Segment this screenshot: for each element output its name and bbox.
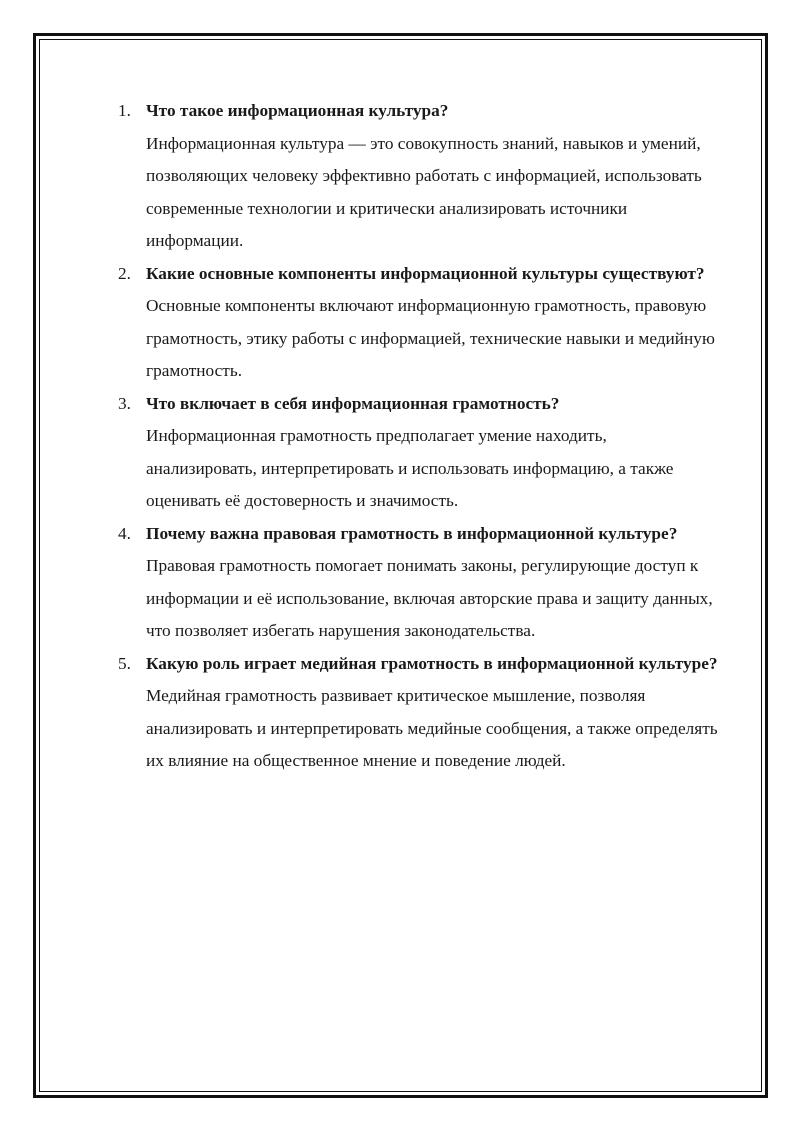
qa-item-5 [118, 648, 718, 778]
answer-text: Информационная культура — это совокупность знаний, навыков и умений, позволяющих человеку эффективно работать с информацией, использовать современные технологии и критически анализировать источники информации. [146, 133, 702, 250]
qa-item-1 [118, 95, 718, 258]
answer-text: Медийная грамотность развивает критическое мышление, позволяя анализировать и интерпретировать медийные сообщения, а также определять их влияние на общественное мнение и поведение людей. [146, 686, 718, 770]
item-number: 2. [118, 263, 131, 283]
question-text: Какую роль играет медийная грамотность в информационной культуре? [146, 653, 718, 673]
qa-item-4 [118, 518, 718, 648]
answer-text: Информационная грамотность предполагает умение находить, анализировать, интерпретировать и использовать информацию, а также оценивать её достоверность и значимость. [146, 426, 674, 510]
question-text: Что включает в себя информационная грамотность? [146, 393, 560, 413]
answer-text: Правовая грамотность помогает понимать законы, регулирующие доступ к информации и её использование, включая авторские права и защиту данных, что позволяет избегать нарушения законодательства. [146, 556, 713, 640]
question-text: Какие основные компоненты информационной культуры существуют? [146, 263, 705, 283]
item-number: 1. [118, 101, 131, 120]
question-text: Что такое информационная культура? [146, 101, 449, 120]
item-number: 3. [118, 393, 131, 413]
qa-list [118, 95, 718, 778]
answer-text: Основные компоненты включают информационную грамотность, правовую грамотность, этику работы с информацией, технические навыки и медийную грамотность. [146, 296, 715, 380]
item-number: 4. [118, 523, 131, 543]
item-number: 5. [118, 653, 131, 673]
question-text: Почему важна правовая грамотность в информационной культуре? [146, 523, 678, 543]
qa-item-3 [118, 388, 718, 518]
qa-item-2 [118, 258, 718, 388]
